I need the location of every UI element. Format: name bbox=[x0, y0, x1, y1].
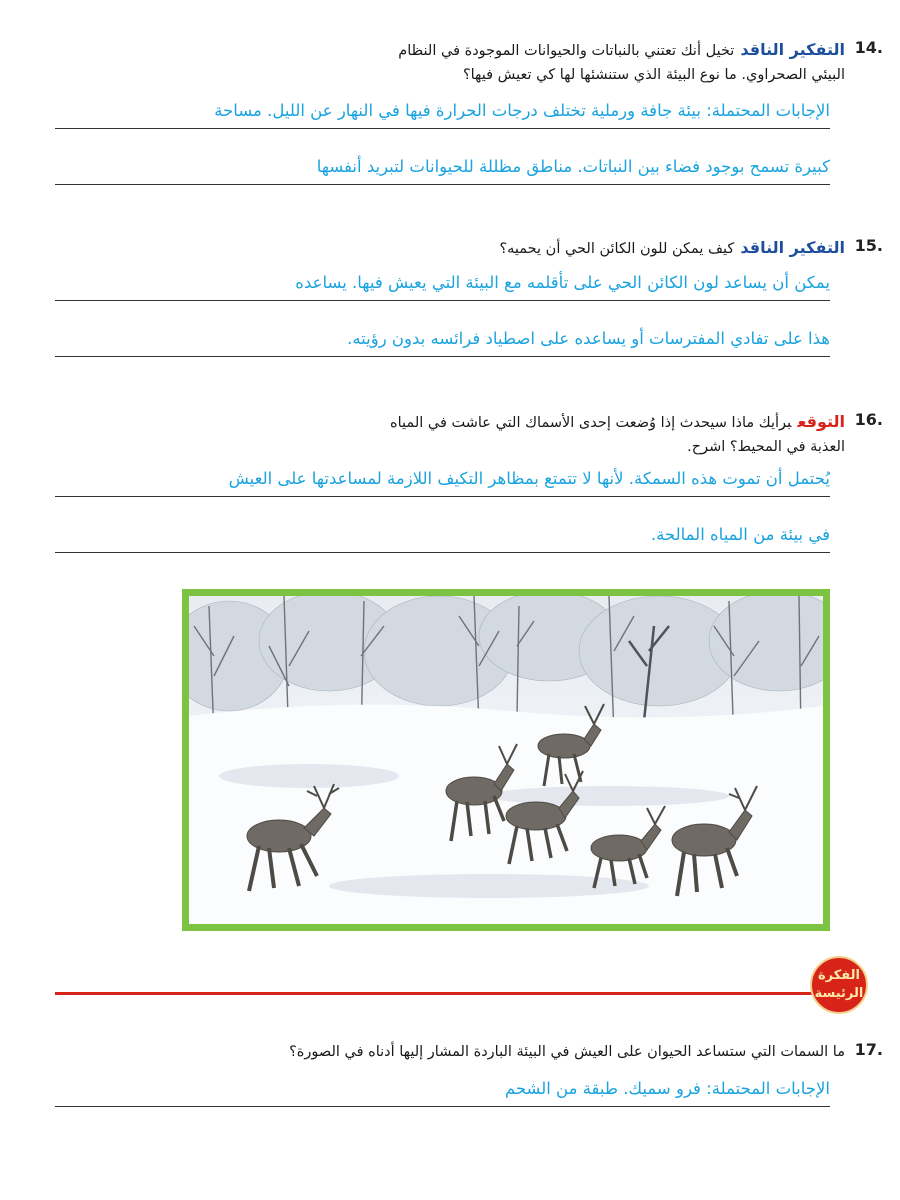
badge-line1: الفكرة bbox=[817, 968, 860, 983]
question-15 bbox=[55, 236, 883, 261]
answer-line-15-1: يمكن أن يساعد لون الكائن الحي على تأقلمه مع البيئة التي يعيش فيها. يساعده bbox=[55, 266, 830, 301]
snow-scene-illustration bbox=[189, 596, 823, 924]
question-text: كيف يمكن للون الكائن الحي أن يحميه؟ bbox=[499, 241, 735, 257]
badge-line2: الرئيسة bbox=[814, 986, 864, 1001]
section-divider bbox=[55, 992, 815, 995]
question-number: 17. bbox=[854, 1040, 883, 1059]
question-17 bbox=[55, 1040, 883, 1064]
answer-line-14-2: كبيرة تسمح بوجود فضاء بين النباتات. مناطق مظللة للحيوانات لتبريد أنفسها bbox=[55, 150, 830, 185]
question-text-line1 bbox=[55, 38, 845, 63]
question-text-line1 bbox=[55, 236, 845, 261]
question-text: تخيل أنك تعتني بالنباتات والحيوانات الموجودة في النظام bbox=[398, 43, 735, 59]
question-text: برأيك ماذا سيحدث إذا وُضعت إحدى الأسماك التي عاشت في المياه bbox=[390, 415, 792, 431]
main-idea-badge bbox=[810, 956, 868, 1014]
question-text-line1 bbox=[55, 410, 845, 435]
keyword-label: التوقع bbox=[797, 412, 845, 431]
reindeer-photo bbox=[182, 589, 830, 931]
answer-line-14-1: الإجابات المحتملة: بيئة جافة ورملية تختلف درجات الحرارة فيها في النهار عن الليل. مساحة bbox=[55, 94, 830, 129]
question-14 bbox=[55, 38, 883, 87]
question-text-line1: ما السمات التي ستساعد الحيوان على العيش في البيئة الباردة المشار إليها أدناه في الصورة؟ bbox=[289, 1044, 845, 1060]
question-number: 15. bbox=[854, 236, 883, 255]
keyword-label: التفكير الناقد bbox=[740, 238, 845, 257]
question-text-line2: البيئي الصحراوي. ما نوع البيئة الذي ستنشئها لها كي تعيش فيها؟ bbox=[462, 67, 845, 83]
keyword-label: التفكير الناقد bbox=[740, 40, 845, 59]
answer-line-15-2: هذا على تفادي المفترسات أو يساعده على اصطياد فرائسه بدون رؤيته. bbox=[55, 322, 830, 357]
answer-line-17-1: الإجابات المحتملة: فرو سميك. طبقة من الشحم bbox=[55, 1072, 830, 1107]
question-number: 16. bbox=[854, 410, 883, 429]
question-text-line2: العذبة في المحيط؟ اشرح. bbox=[687, 439, 845, 455]
question-16 bbox=[55, 410, 883, 459]
question-number: 14. bbox=[854, 38, 883, 57]
answer-line-16-2: في بيئة من المياه المالحة. bbox=[55, 518, 830, 553]
answer-line-16-1: يُحتمل أن تموت هذه السمكة. لأنها لا تتمتع بمظاهر التكيف اللازمة لمساعدتها على العيش bbox=[55, 462, 830, 497]
